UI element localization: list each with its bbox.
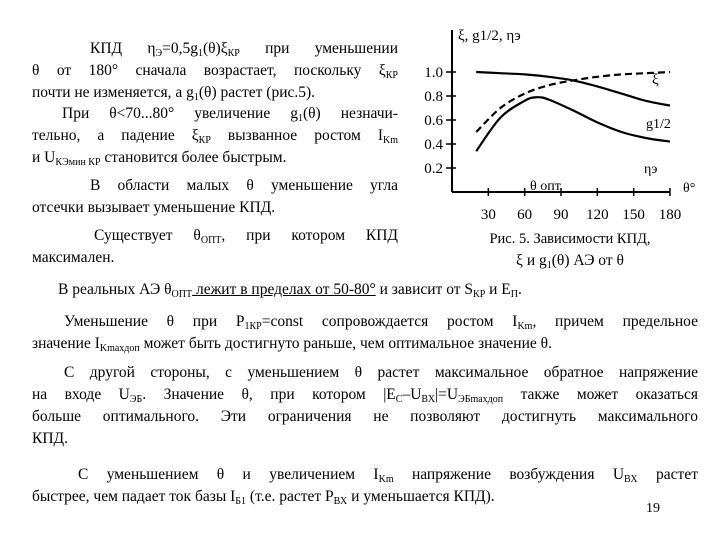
opt-label: θ опт — [530, 179, 561, 194]
series-label-g1: g1/2 — [646, 117, 671, 132]
figure-caption — [452, 229, 688, 271]
para4-line1: Существует $\theta_{ОПТ}$, при котором КПД — [94, 227, 398, 246]
caption-line1: Рис. 5. Зависимости КПД, — [489, 231, 651, 247]
para-other-side — [32, 362, 698, 450]
para2-line1: При θ<70...80° увеличение $g_1(\theta)$ незначи- — [62, 105, 398, 124]
p4-line1: С уменьшением θ и увеличением $I_{Km}$ напряжение возбуждения $U_{ВХ}$ растет — [78, 466, 698, 485]
y-tick-label: 0.8 — [424, 89, 443, 105]
y-tick-label: 1.0 — [424, 65, 443, 81]
para1-line3: почти не изменяется, а $g_1(\theta)$ растет (рис.5). — [32, 84, 316, 103]
x-tick-label: 90 — [553, 207, 569, 223]
para-small-theta — [32, 103, 398, 169]
p3-line1: С другой стороны, с уменьшением θ растет максимальное обратное напряжение — [64, 364, 698, 381]
para1-line1: КПД $\eta_Э=0,5g_1(\theta)\xi_{КР}$ при уменьшении — [90, 40, 398, 59]
chart-axis-title: ξ, g1/2, ηэ — [458, 28, 521, 44]
series-label-xi: ξ — [652, 72, 659, 88]
y-tick-label: 0.4 — [424, 137, 443, 153]
p4-line2: быстрее, чем падает ток базы $I_{Б1}$ (т.е. растет $P_{ВХ}$ и уменьшается КПД). — [32, 488, 495, 507]
x-tick-label: 60 — [517, 207, 533, 223]
para2-line2: тельно, а падение $\xi_{КР}$ вызванное ростом $I_{Km}$ — [32, 127, 398, 146]
para3-line2: отсечки вызывает уменьшение КПД. — [32, 199, 276, 216]
para-kpd-growth — [32, 38, 398, 104]
series-eta-line — [476, 97, 670, 151]
p3-line3: больше оптимального. Эти ограничения не позволяют достигнуть максимального — [32, 408, 698, 425]
para-excitation — [32, 464, 698, 508]
x-tick-label: 180 — [658, 207, 682, 223]
series-label-eta: ηэ — [644, 162, 658, 177]
p3-line4: КПД. — [32, 430, 68, 447]
series-g1-line — [476, 72, 670, 132]
para-reduction-theta — [32, 311, 698, 355]
para-real-theta-opt: В реальных АЭ $\theta_{ОПТ}$ лежит в пределах от 50-80° и зависит от $S_{КР}$ и $E_П$. — [58, 281, 522, 300]
x-tick-label: 30 — [480, 207, 496, 223]
p2-line1: Уменьшение θ при $P_{1КР}=const$ сопровождается ростом $I_{Km}$, причем предельное — [64, 313, 698, 332]
x-tick-label: 120 — [586, 207, 609, 223]
p2-line2: значение $I_{Kmaxдоп}$ может быть достигнуто раньше, чем оптимальное значение θ. — [32, 335, 552, 354]
caption-line2: ξ и $g_1(\theta)$ АЭ от θ — [516, 252, 624, 271]
x-tick-label: 150 — [622, 207, 645, 223]
para-small-angle — [32, 175, 398, 219]
y-tick-label: 0.6 — [424, 113, 443, 129]
page-number: 19 — [646, 501, 660, 516]
para3-line1: В области малых θ уменьшение угла — [90, 177, 398, 194]
series-xi-line — [476, 72, 670, 106]
y-tick-label: 0.2 — [424, 161, 443, 177]
p3-line2: на входе $U_{ЭБ}$. Значение θ, при котором $|E_С-U_{ВХ}|=U_{ЭБmaxдоп}$ также может оказаться — [32, 386, 699, 405]
para2-line3: и $U_{КЭмин КР}$ становится более быстрым. — [32, 149, 287, 168]
x-unit-label: θ° — [683, 181, 696, 196]
para4-line2: максимален. — [32, 249, 115, 266]
para1-line2: θ от 180° сначала возрастает, поскольку $\xi_{КР}$ — [32, 62, 398, 81]
para-theta-opt — [32, 225, 398, 269]
